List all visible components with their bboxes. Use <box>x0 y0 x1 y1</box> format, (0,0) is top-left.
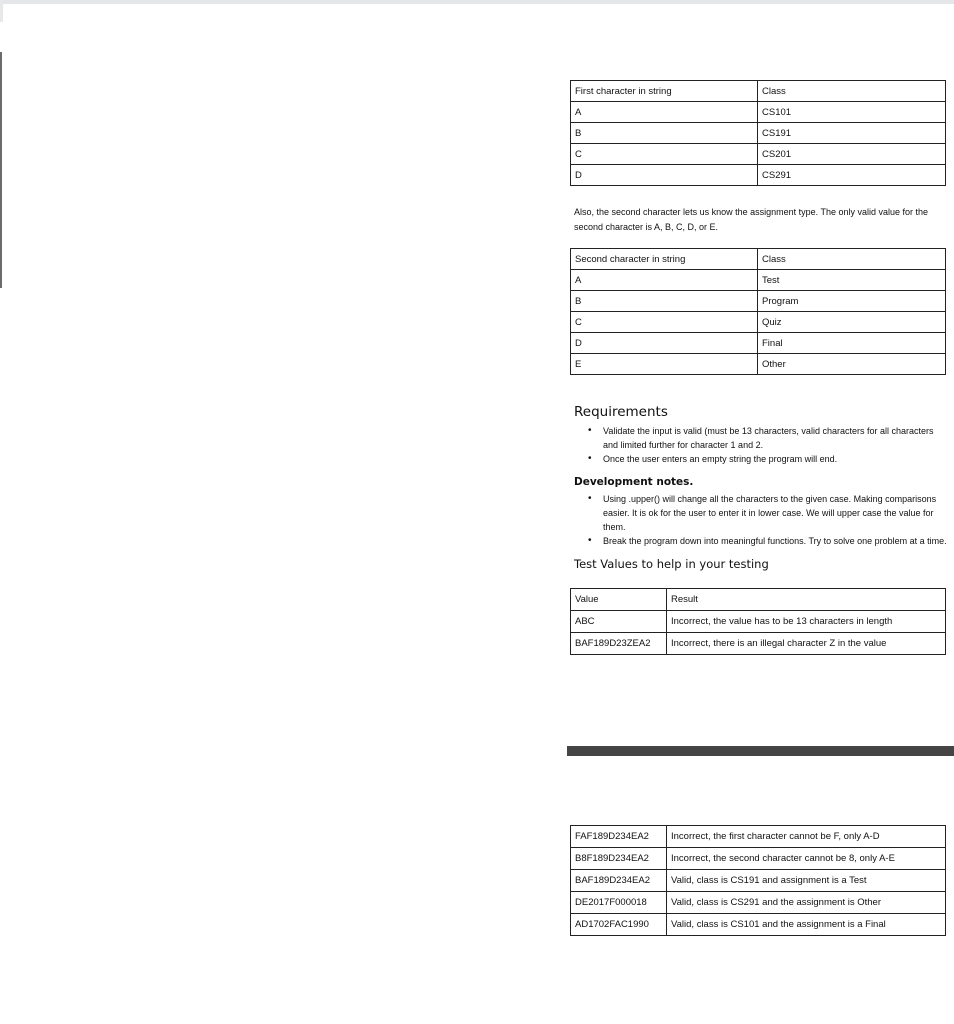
development-notes-list <box>574 492 950 548</box>
table-header-cell: Value <box>571 589 667 611</box>
test-values-table <box>570 588 946 655</box>
top-bar <box>0 0 954 4</box>
table-cell: A <box>571 102 758 123</box>
second-character-paragraph: Also, the second character lets us know the assignment type. The only valid value for the second character is A, B, C, D, or E. <box>574 207 929 232</box>
bullet-icon: • <box>588 425 592 436</box>
table-cell: Incorrect, the value has to be 13 characters in length <box>667 611 946 633</box>
table-cell: Quiz <box>758 312 946 333</box>
list-item-text: Once the user enters an empty string the program will end. <box>603 454 838 464</box>
list-item <box>574 492 950 534</box>
table-row <box>571 144 946 165</box>
table-cell: CS201 <box>758 144 946 165</box>
table-row <box>571 123 946 144</box>
bullet-icon: • <box>588 493 592 504</box>
table-cell: BAF189D234EA2 <box>571 870 667 892</box>
table-cell: Valid, class is CS101 and the assignment is a Final <box>667 914 946 936</box>
left-scroll-rule <box>0 52 2 288</box>
requirements-heading: Requirements <box>574 404 668 420</box>
table-cell: Incorrect, there is an illegal character Z in the value <box>667 633 946 655</box>
table-row <box>571 914 946 936</box>
bullet-icon: • <box>588 535 592 546</box>
table-row <box>571 165 946 186</box>
list-item-text: Break the program down into meaningful functions. Try to solve one problem at a time. <box>603 536 947 546</box>
page-separator <box>567 746 954 756</box>
table-cell: C <box>571 144 758 165</box>
table-cell: D <box>571 333 758 354</box>
table-cell: Incorrect, the first character cannot be F, only A-D <box>667 826 946 848</box>
table-cell: BAF189D23ZEA2 <box>571 633 667 655</box>
table-cell: Valid, class is CS291 and the assignment is Other <box>667 892 946 914</box>
table-row <box>571 354 946 375</box>
table-cell: B <box>571 291 758 312</box>
table-cell: ABC <box>571 611 667 633</box>
table-cell: Test <box>758 270 946 291</box>
list-item <box>574 424 950 452</box>
top-bar-edge <box>0 0 3 22</box>
list-item <box>574 534 950 548</box>
list-item-text: Validate the input is valid (must be 13 characters, valid characters for all characters and limited further for character 1 and 2. <box>603 426 934 450</box>
table-cell: C <box>571 312 758 333</box>
table-row <box>571 270 946 291</box>
table-header-cell: Second character in string <box>571 249 758 270</box>
table-cell: CS191 <box>758 123 946 144</box>
table-cell: B <box>571 123 758 144</box>
table-row <box>571 870 946 892</box>
table-header-cell: Class <box>758 81 946 102</box>
table-row <box>571 291 946 312</box>
table-cell: A <box>571 270 758 291</box>
table-cell: FAF189D234EA2 <box>571 826 667 848</box>
table-row <box>571 848 946 870</box>
test-values-heading: Test Values to help in your testing <box>574 557 769 571</box>
table-row <box>571 892 946 914</box>
first-character-table <box>570 80 946 186</box>
table-header-cell: Class <box>758 249 946 270</box>
list-item-text: Using .upper() will change all the characters to the given case. Making comparisons easier. It is ok for the user to enter it in lower case. We will upper case the value for them. <box>603 494 937 532</box>
table-cell: D <box>571 165 758 186</box>
requirements-list <box>574 424 950 466</box>
bullet-icon: • <box>588 453 592 464</box>
table-header-row <box>571 81 946 102</box>
table-row <box>571 102 946 123</box>
table-cell: E <box>571 354 758 375</box>
table-row <box>571 333 946 354</box>
table-cell: Incorrect, the second character cannot be 8, only A-E <box>667 848 946 870</box>
table-cell: Final <box>758 333 946 354</box>
list-item <box>574 452 950 466</box>
table-cell: Other <box>758 354 946 375</box>
table-cell: CS101 <box>758 102 946 123</box>
table-row <box>571 826 946 848</box>
table-cell: AD1702FAC1990 <box>571 914 667 936</box>
development-notes-heading: Development notes. <box>574 476 694 488</box>
table-header-cell: Result <box>667 589 946 611</box>
table-row <box>571 312 946 333</box>
table-row <box>571 611 946 633</box>
table-row <box>571 633 946 655</box>
table-header-row <box>571 249 946 270</box>
second-character-table <box>570 248 946 375</box>
table-cell: Program <box>758 291 946 312</box>
test-values-table-continued <box>570 825 946 936</box>
table-header-row <box>571 589 946 611</box>
table-cell: B8F189D234EA2 <box>571 848 667 870</box>
table-cell: CS291 <box>758 165 946 186</box>
table-cell: DE2017F000018 <box>571 892 667 914</box>
table-header-cell: First character in string <box>571 81 758 102</box>
table-cell: Valid, class is CS191 and assignment is a Test <box>667 870 946 892</box>
